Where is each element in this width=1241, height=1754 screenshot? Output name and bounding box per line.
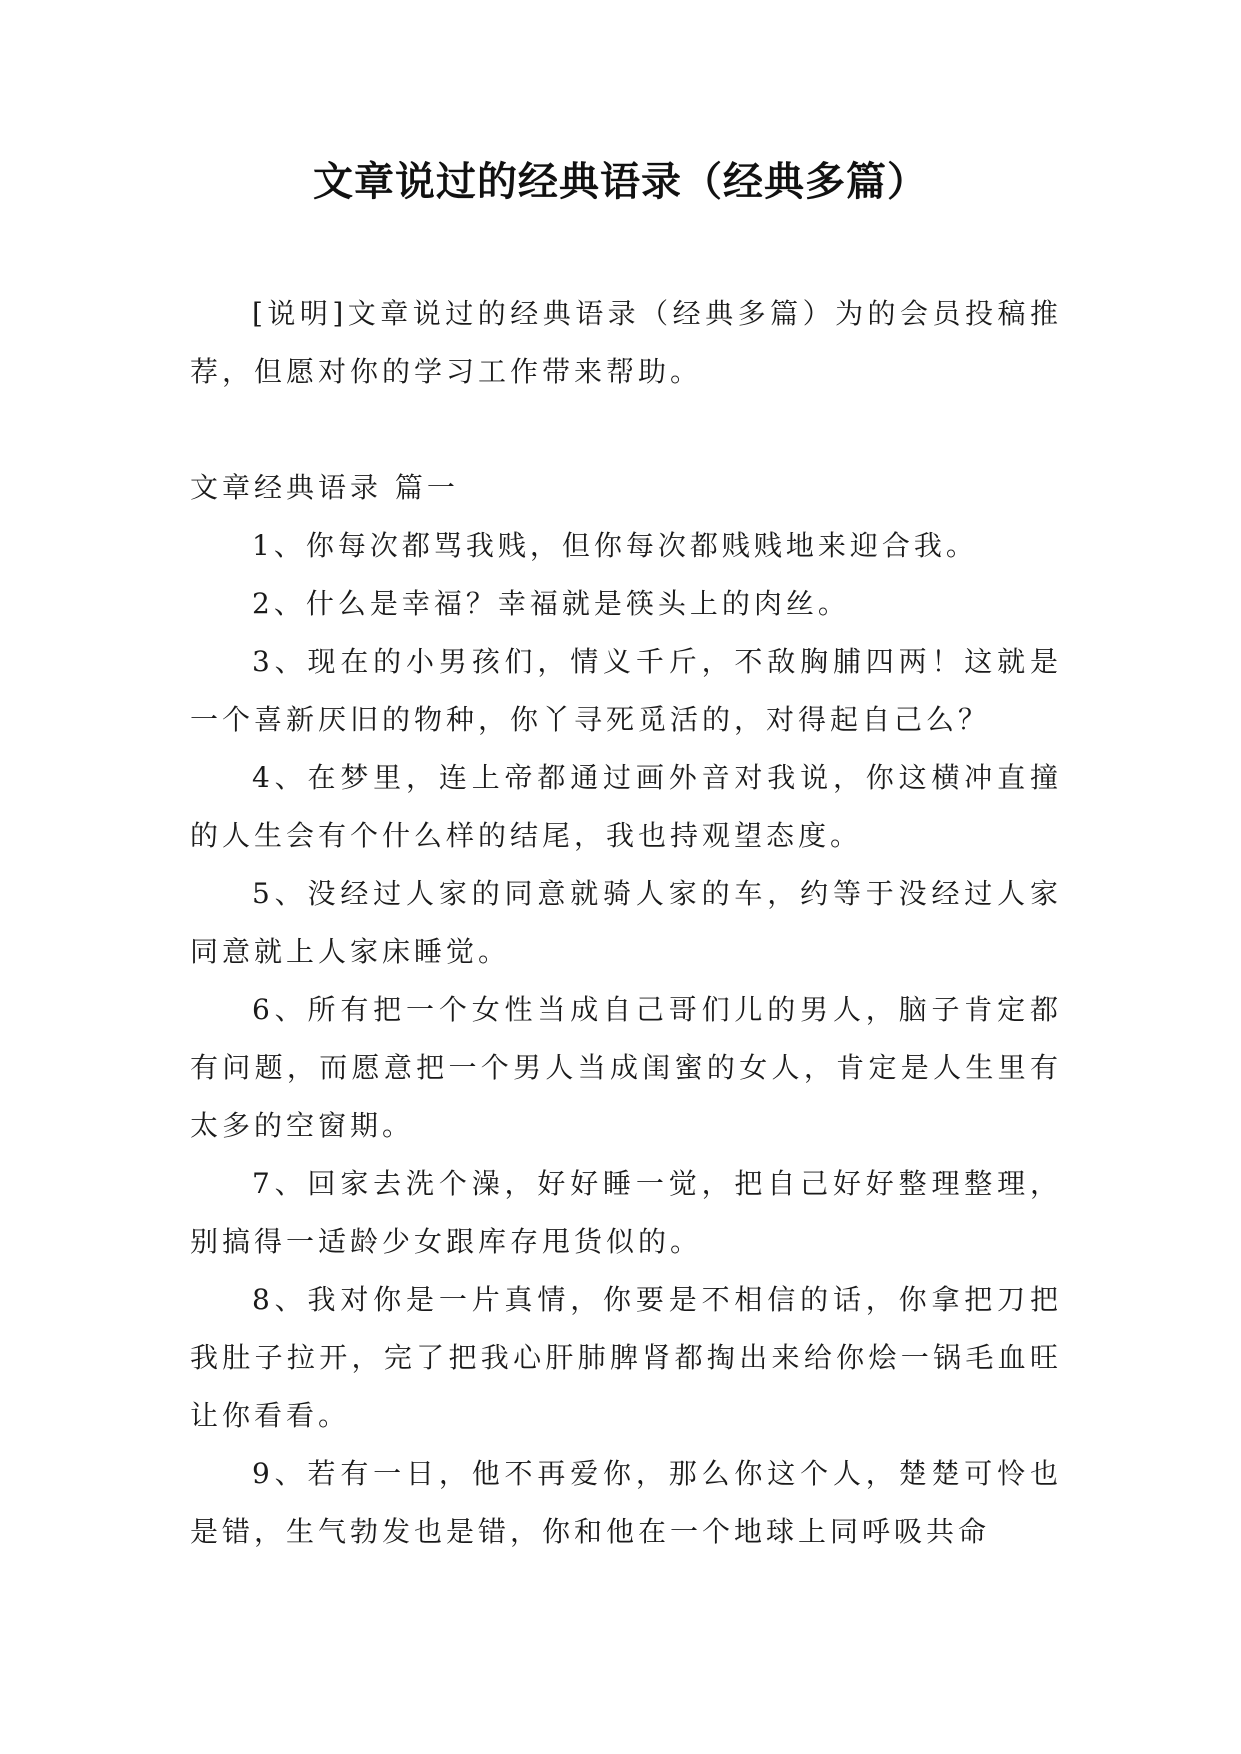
section-heading: 文章经典语录 篇一	[190, 471, 459, 504]
quote-item-6: 6、所有把一个女性当成自己哥们儿的男人，脑子肯定都有问题，而愿意把一个男人当成闺蜜的女人，肯定是人生里有太多的空窗期。	[190, 993, 1062, 1142]
quote-item-2: 2、什么是幸福？幸福就是筷头上的肉丝。	[252, 587, 850, 620]
quote-item-7: 7、回家去洗个澡，好好睡一觉，把自己好好整理整理，别搞得一适龄少女跟库存甩货似的。	[190, 1167, 1062, 1258]
quote-item-8: 8、我对你是一片真情，你要是不相信的话，你拿把刀把我肚子拉开，完了把我心肝肺脾肾都掏出来给你烩一锅毛血旺让你看看。	[190, 1283, 1062, 1432]
quote-item-9: 9、若有一日，他不再爱你，那么你这个人，楚楚可怜也是错，生气勃发也是错，你和他在一个地球上同呼吸共命	[190, 1457, 1062, 1548]
quote-item-4: 4、在梦里，连上帝都通过画外音对我说，你这横冲直撞的人生会有个什么样的结尾，我也持观望态度。	[190, 761, 1062, 852]
quote-item-3: 3、现在的小男孩们，情义千斤，不敌胸脯四两！这就是一个喜新厌旧的物种，你丫寻死觅活的，对得起自己么？	[190, 645, 1062, 736]
quote-item-1: 1、你每次都骂我贱，但你每次都贱贱地来迎合我。	[252, 529, 978, 562]
document-title: 文章说过的经典语录（经典多篇）	[313, 159, 928, 205]
quote-item-5: 5、没经过人家的同意就骑人家的车，约等于没经过人家同意就上人家床睡觉。	[190, 877, 1062, 968]
document-body	[190, 285, 1062, 1561]
intro-paragraph: [说明]文章说过的经典语录（经典多篇）为的会员投稿推荐，但愿对你的学习工作带来帮助。	[190, 297, 1062, 388]
